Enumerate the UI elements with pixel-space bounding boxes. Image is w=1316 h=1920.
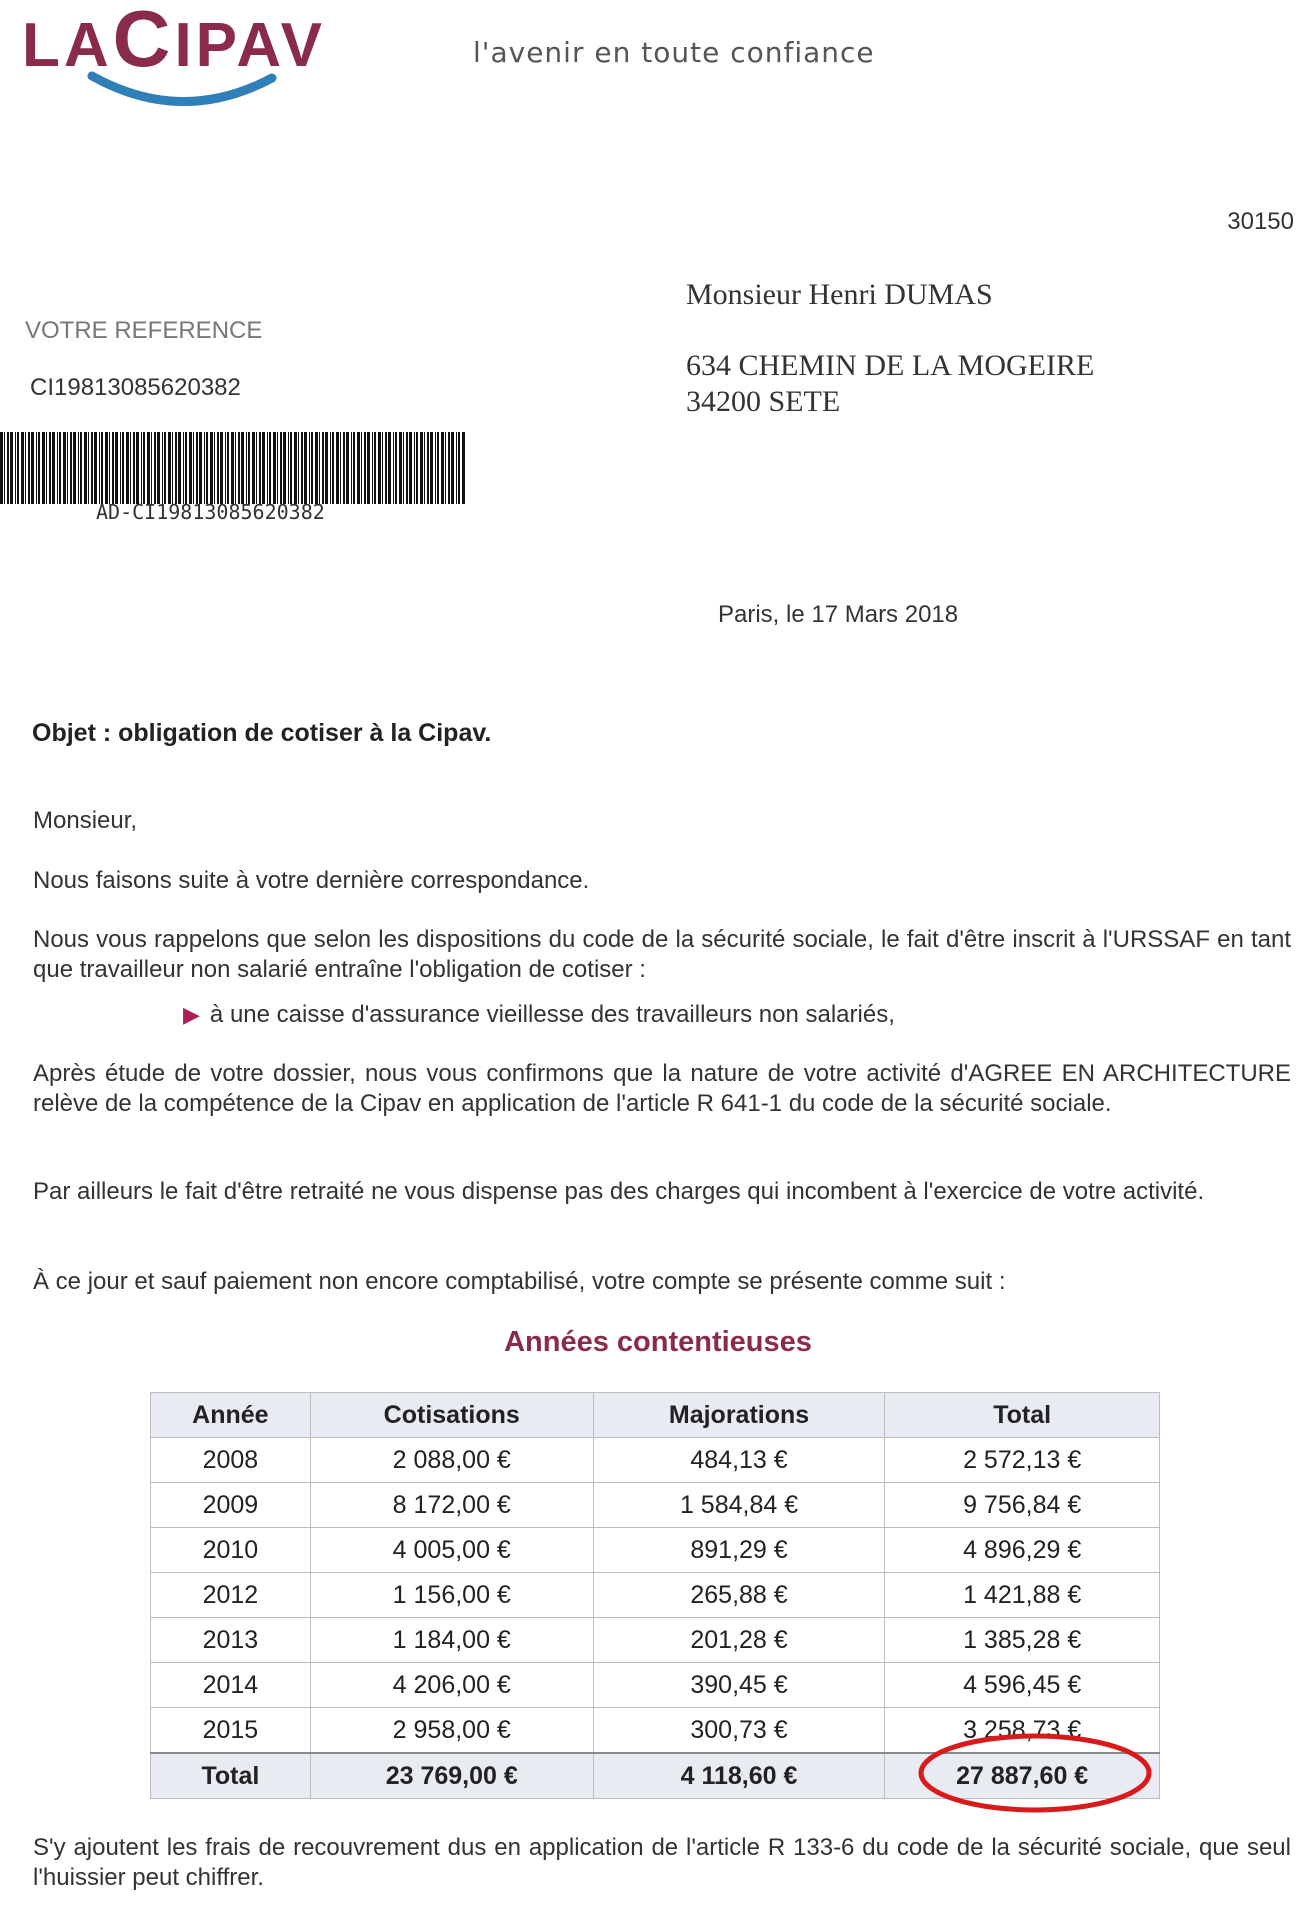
barcode-bar [189, 432, 192, 504]
cell-year: 2009 [151, 1483, 311, 1528]
barcode-bar [88, 432, 89, 504]
paragraph-recovery-fees: S'y ajoutent les frais de recouvrement dus en application de l'article R 133-6 du code de la sécurité sociale, que seul l'huissier peut chiffrer. [33, 1834, 1291, 1891]
barcode-bar [351, 432, 352, 504]
barcode-bar [175, 432, 177, 504]
table-title: Années contentieuses [504, 1326, 812, 1358]
barcode-bar [322, 432, 324, 504]
barcode-bar [435, 432, 436, 504]
cell-surcharges: 201,28 € [593, 1618, 885, 1663]
reference-value: CI19813085620382 [30, 374, 241, 401]
barcode-bar [437, 432, 439, 504]
total-label: Total [151, 1753, 311, 1799]
header-contributions: Cotisations [310, 1393, 593, 1438]
barcode-bar [46, 432, 47, 504]
barcode-bar [420, 432, 423, 504]
barcode-bar [367, 432, 370, 504]
cell-total: 9 756,84 € [885, 1483, 1160, 1528]
barcode-bar [238, 432, 240, 504]
barcode-bar [416, 432, 418, 504]
barcode-bar [126, 432, 129, 504]
barcode-bar [115, 432, 118, 504]
barcode-bar [199, 432, 202, 504]
barcode-bar [280, 432, 282, 504]
barcode-bar [246, 432, 247, 504]
cell-contributions: 2 088,00 € [310, 1438, 593, 1483]
barcode-bar [120, 432, 121, 504]
barcode-bar [361, 432, 362, 504]
barcode-bar [217, 432, 219, 504]
recipient-address-line2: 34200 SETE [686, 385, 841, 418]
barcode-bar [395, 432, 397, 504]
barcode-bar [430, 432, 433, 504]
barcode-bar [99, 432, 100, 504]
barcode-bar [84, 432, 87, 504]
barcode-bar [414, 432, 415, 504]
barcode-bar [143, 432, 145, 504]
barcode-bar [353, 432, 355, 504]
barcode-bar [325, 432, 328, 504]
department-code: 30150 [1227, 208, 1294, 235]
cell-year: 2010 [151, 1528, 311, 1573]
barcode-bar [451, 432, 454, 504]
barcode-bar [70, 432, 72, 504]
barcode-bar [304, 432, 307, 504]
barcode-bar [214, 432, 215, 504]
barcode-bar [101, 432, 103, 504]
barcode-bar [73, 432, 76, 504]
barcode-bar [67, 432, 68, 504]
barcode-bar [42, 432, 45, 504]
cell-total: 2 572,13 € [885, 1438, 1160, 1483]
barcode-bar [259, 432, 261, 504]
barcode-bar [458, 432, 460, 504]
barcode-bar [424, 432, 425, 504]
cell-surcharges: 1 584,84 € [593, 1483, 885, 1528]
barcode-bar [141, 432, 142, 504]
barcode-bar [109, 432, 110, 504]
barcode-bar [15, 432, 16, 504]
cell-contributions: 8 172,00 € [310, 1483, 593, 1528]
barcode-bar [133, 432, 135, 504]
barcode-bar [330, 432, 331, 504]
cipav-logo [22, 8, 432, 118]
barcode-bar [256, 432, 257, 504]
barcode-bar [193, 432, 194, 504]
table-row [151, 1663, 1160, 1708]
barcode-bar [91, 432, 93, 504]
barcode-bar [248, 432, 250, 504]
barcode-bar [4, 432, 5, 504]
barcode-bar [378, 432, 381, 504]
barcode-bar [409, 432, 412, 504]
cell-total: 1 421,88 € [885, 1573, 1160, 1618]
barcode-bar [49, 432, 51, 504]
barcode [0, 432, 466, 504]
barcode-bar [204, 432, 205, 504]
barcode-bar [406, 432, 408, 504]
barcode-bar [0, 432, 3, 504]
cell-surcharges: 300,73 € [593, 1708, 885, 1754]
barcode-bar [336, 432, 339, 504]
table-row [151, 1528, 1160, 1573]
paragraph-obligation: Nous vous rappelons que selon les dispositions du code de la sécurité sociale, le fait d'être inscrit à l'URSSAF en tant que travailleur non salarié entraîne l'obligation de cotiser : [33, 926, 1291, 983]
barcode-bar [399, 432, 402, 504]
bullet-arrow-icon: ▶ [183, 1002, 200, 1027]
barcode-bar [94, 432, 97, 504]
barcode-bar [25, 432, 26, 504]
cell-year: 2013 [151, 1618, 311, 1663]
cell-year: 2014 [151, 1663, 311, 1708]
barcode-bar [346, 432, 349, 504]
cell-contributions: 4 005,00 € [310, 1528, 593, 1573]
cell-year: 2008 [151, 1438, 311, 1483]
letter-date: Paris, le 17 Mars 2018 [718, 601, 959, 628]
barcode-bar [172, 432, 173, 504]
barcode-bar [210, 432, 213, 504]
barcode-bar [262, 432, 265, 504]
barcode-bar [130, 432, 131, 504]
barcode-bar [301, 432, 303, 504]
recipient-name: Monsieur Henri DUMAS [686, 278, 993, 311]
barcode-bar [157, 432, 160, 504]
barcode-bar [57, 432, 58, 504]
barcode-bar [162, 432, 163, 504]
barcode-bar [7, 432, 9, 504]
cell-surcharges: 390,45 € [593, 1663, 885, 1708]
barcode-bar [235, 432, 236, 504]
barcode-bar [403, 432, 404, 504]
barcode-bar [445, 432, 446, 504]
recipient-address-line1: 634 CHEMIN DE LA MOGEIRE [686, 349, 1095, 382]
barcode-bar [241, 432, 244, 504]
barcode-bar [206, 432, 208, 504]
barcode-bar [427, 432, 429, 504]
barcode-bar [28, 432, 30, 504]
barcode-bar [343, 432, 345, 504]
barcode-bar [388, 432, 391, 504]
table-row [151, 1573, 1160, 1618]
barcode-bar [273, 432, 276, 504]
tagline: l'avenir en toute confiance [473, 36, 875, 69]
cell-total: 3 258,73 € [885, 1708, 1160, 1754]
barcode-bar [374, 432, 376, 504]
barcode-bar [178, 432, 181, 504]
barcode-bar [31, 432, 34, 504]
cell-contributions: 1 156,00 € [310, 1573, 593, 1618]
header-surcharges: Majorations [593, 1393, 885, 1438]
barcode-bar [227, 432, 229, 504]
barcode-bar [290, 432, 292, 504]
barcode-bar [283, 432, 286, 504]
barcode-bar [147, 432, 150, 504]
barcode-bar [269, 432, 271, 504]
bullet-text: à une caisse d'assurance vieillesse des travailleurs non salariés, [209, 1001, 895, 1028]
barcode-bar [112, 432, 114, 504]
barcode-bar [220, 432, 223, 504]
barcode-bar [298, 432, 299, 504]
salutation: Monsieur, [33, 807, 138, 834]
barcode-bar [277, 432, 278, 504]
cell-year: 2012 [151, 1573, 311, 1618]
cell-year: 2015 [151, 1708, 311, 1754]
table-row [151, 1438, 1160, 1483]
red-circle-annotation [915, 1730, 1155, 1816]
bullet-item [183, 1001, 895, 1029]
barcode-bar [364, 432, 366, 504]
paragraph-account: À ce jour et sauf paiement non encore comptabilisé, votre compte se présente comme suit : [33, 1268, 1006, 1295]
header-year: Année [151, 1393, 311, 1438]
cell-surcharges: 891,29 € [593, 1528, 885, 1573]
barcode-text: AD-CI19813085620382 [96, 500, 325, 524]
table-row [151, 1483, 1160, 1528]
barcode-bar [393, 432, 394, 504]
barcode-bar [196, 432, 198, 504]
cell-surcharges: 265,88 € [593, 1573, 885, 1618]
cell-contributions: 4 206,00 € [310, 1663, 593, 1708]
barcode-bar [288, 432, 289, 504]
barcode-bar [154, 432, 156, 504]
cell-total: 1 385,28 € [885, 1618, 1160, 1663]
paragraph-retirement: Par ailleurs le fait d'être retraité ne vous dispense pas des charges qui incombent à l'exercice de votre activité. [33, 1178, 1205, 1205]
cell-contributions: 1 184,00 € [310, 1618, 593, 1663]
barcode-bar [105, 432, 108, 504]
cell-contributions: 2 958,00 € [310, 1708, 593, 1754]
barcode-bar [21, 432, 24, 504]
barcode-bar [122, 432, 124, 504]
paragraph-intro: Nous faisons suite à votre dernière correspondance. [33, 867, 590, 894]
table-row [151, 1618, 1160, 1663]
barcode-bar [294, 432, 297, 504]
barcode-bar [311, 432, 313, 504]
barcode-bar [38, 432, 40, 504]
reference-label: VOTRE REFERENCE [25, 317, 263, 344]
barcode-bar [231, 432, 234, 504]
cell-total: 4 896,29 € [885, 1528, 1160, 1573]
barcode-bar [332, 432, 334, 504]
barcode-bar [385, 432, 387, 504]
barcode-bar [462, 432, 465, 504]
barcode-bar [136, 432, 139, 504]
barcode-bar [185, 432, 187, 504]
cell-surcharges: 484,13 € [593, 1438, 885, 1483]
barcode-bar [441, 432, 444, 504]
svg-text:LACIPAV: LACIPAV [22, 8, 326, 83]
barcode-bar [357, 432, 360, 504]
letter-subject: Objet : obligation de cotiser à la Cipav. [32, 719, 492, 747]
barcode-bar [59, 432, 61, 504]
cell-total: 4 596,45 € [885, 1663, 1160, 1708]
barcode-bar [52, 432, 55, 504]
barcode-bar [10, 432, 13, 504]
barcode-bar [78, 432, 79, 504]
barcode-bar [151, 432, 152, 504]
barcode-bar [80, 432, 82, 504]
barcode-bar [63, 432, 66, 504]
header-total: Total [885, 1393, 1160, 1438]
total-surcharges: 4 118,60 € [593, 1753, 885, 1799]
total-contributions: 23 769,00 € [310, 1753, 593, 1799]
barcode-bar [36, 432, 37, 504]
barcode-bar [448, 432, 450, 504]
barcode-bar [319, 432, 320, 504]
barcode-bar [382, 432, 383, 504]
barcode-bar [17, 432, 19, 504]
barcode-bar [225, 432, 226, 504]
barcode-bar [267, 432, 268, 504]
barcode-bar [164, 432, 166, 504]
barcode-bar [252, 432, 255, 504]
barcode-bar [372, 432, 373, 504]
barcode-bar [309, 432, 310, 504]
barcode-bar [183, 432, 184, 504]
grand-total: 27 887,60 € [885, 1753, 1160, 1799]
barcode-bar [456, 432, 457, 504]
barcode-bar [340, 432, 341, 504]
barcode-bar [315, 432, 318, 504]
paragraph-activity: Après étude de votre dossier, nous vous confirmons que la nature de votre activité d'AGREE EN ARCHITECTURE relève de la compétence de la Cipav en application de l'article R 641-1 du code de la sécurité sociale. [33, 1060, 1291, 1117]
barcode-bar [168, 432, 171, 504]
